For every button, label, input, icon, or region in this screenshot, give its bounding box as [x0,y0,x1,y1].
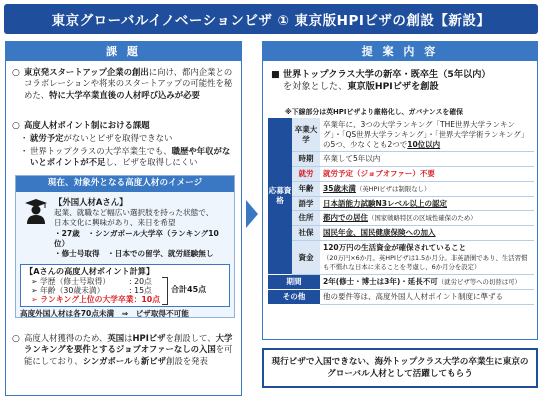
issue-sub-job [20,133,236,144]
table-row [268,196,534,211]
conclusion-box: 現行ビザで入国できない、海外トップクラス大学の卒業生に東京のグローバル人材として活躍してもらう [262,348,538,388]
square-bullet-icon: ■ [271,69,280,80]
circle-bullet-icon: ○ [12,121,20,131]
proposal-lead-bold: 世界トップクラス大学の新卒・既卒生（5年以内） [282,69,491,80]
table-row [268,211,534,226]
row-value-social: 国民年金、国民健康保険への加入 [320,226,534,241]
row-label-timing: 時期 [292,152,320,167]
table-row [268,152,534,167]
talent-desc-line: ・27歳 ・シンガポール大学卒（ランキング10位） [54,228,219,248]
proposal-panel [262,60,538,340]
foreign-text: 創設を発表 [166,355,208,366]
issue-points-heading: 高度人材ポイント制における課題 [24,120,150,130]
issue-startup-text: に向け、都内企業とのコラボレーションや将来のスタートアップの可能性を秘めた、 [24,67,233,100]
table-row [268,240,534,274]
row-label-work: 就労 [292,167,320,182]
group-period: 期間 [268,275,320,290]
proposal-lead-bold2: 東京版HPIビザを創設 [347,81,439,93]
issue-item-startup [12,67,238,101]
row-label-university: 卒業大学 [292,118,320,152]
requirements-table [268,118,534,305]
points-row-ranking [31,295,160,306]
issue-startup-bold: 東京発スタートアップ企業の創出 [24,67,149,77]
issue-sub-job-bold: 就労予定 [30,133,64,143]
foreign-singapore: シンガポール [82,355,133,366]
foreign-text: を可能にしており、 [24,344,233,366]
dot-bullet-icon: ・ [20,146,29,156]
row-value-period: 2年(修士・博士は3年)・延長不可（就労ビザ等への切替は可） [320,275,534,290]
proposal-lead-text: を対象とした、 [283,81,348,93]
points-brace [162,277,168,305]
foreign-hpi: HPIビザ [132,333,166,343]
talent-image-box [15,175,235,318]
issue-sub-ranking-bold: 職歴や年収がないとポイントが不足 [30,146,231,168]
points-footer: 高度外国人材は各70点未満 ⇒ ビザ取得不可能 [20,309,189,318]
circle-bullet-icon: ○ [12,334,20,344]
table-row [268,289,534,304]
row-label-age: 年齢 [292,181,320,196]
talent-image-header: 現在、対象外となる高度人材のイメージ [16,176,234,192]
points-total: 合計45点 [171,285,207,294]
talent-desc-line: 日本文化に興味があり、来日を希望 [54,218,176,228]
table-row [268,226,534,241]
row-value-residence: 都内での居住（国家戦略特区の区域性確保のため） [320,211,534,226]
foreign-text: も [132,355,141,366]
points-row-label: ➢ ランキング上位の大学卒業：10点 [31,295,161,304]
row-label-residence: 住所 [292,211,320,226]
points-calc-title: 【Aさんの高度人材ポイント計算】 [25,266,155,276]
row-value-funds: 120万円の生活資金が確保されていること （20万円×6か月。英HPIビザは1.5か月分。非英語圏であり、生活習慣も不慣れな日本に来ることを考慮し、6か月分を設定） [320,240,534,274]
proposal-lead [271,69,533,94]
row-value-age: 35歳未満（英HPIビザは制限なし） [320,181,534,196]
issue-item-foreign [12,333,238,367]
row-value-work: 就労予定（ジョブオファー）不要 [320,167,534,182]
table-row [268,275,534,290]
issues-header: 課 題 [5,41,242,60]
row-label-social: 社保 [292,226,320,241]
proposal-note: ※下線部分は英HPIビザより厳格化し、ガバナンスを確保 [285,108,464,116]
table-row [268,181,534,196]
points-row-label: ➢ 年齢（30歳未満） [31,286,105,295]
row-label-funds: 資金 [292,240,320,274]
points-calc-box [20,264,230,307]
row-value-timing: 卒業して5年以内 [320,152,534,167]
row-value-other: 他の要件等は、高度外国人人材ポイント制度に準ずる [320,289,534,304]
talent-person-title: 【外国人材Aさん】 [54,197,128,207]
foreign-text: は [124,333,133,343]
issue-startup-need: 特に大学卒業直後の人材呼び込みが必要 [49,89,200,100]
row-value-language: 日本語能力試験N3レベル以上の認定 [320,196,534,211]
points-row-value: : 15点 [129,286,152,295]
foreign-ranking-entry: 大学ランキングを要件とするジョブオファーなしの入国 [24,333,233,355]
table-row [268,118,534,152]
row-label-language: 語学 [292,196,320,211]
points-row-value: : 20点 [129,277,152,286]
issue-sub-job-text: がないとビザを取得できない [63,133,173,143]
talent-desc-line: 起業、就職など幅広い選択肢を持った状態で、 [54,208,214,217]
issue-sub-ranking-c: し、ビザを取得しにくい [105,157,198,168]
issue-sub-ranking-a: 世界トップクラスの大学卒業生でも、 [30,146,172,156]
points-row-label: ➢ 学歴（修士号取得） [31,277,111,286]
graduate-person-icon [24,198,48,224]
table-row [268,167,534,182]
arrow-right-icon [246,200,258,228]
issue-item-points [12,120,238,131]
talent-desc-line: ・修士号取得 ・日本での留学、就労経験無し [54,249,214,258]
group-other: その他 [268,289,320,304]
foreign-text: 高度人材獲得のため、 [24,333,108,343]
foreign-new-visa: 新ビザ [140,355,166,366]
issue-sub-ranking [20,146,236,169]
group-eligibility: 応募資格 [268,118,292,275]
issues-panel [5,60,242,396]
page-title: 東京グローバルイノベーションビザ ① 東京版HPIビザの創設【新設】 [4,4,538,34]
proposal-header: 提 案 内 容 [262,41,538,60]
row-value-university: 卒業年に、3つの大学ランキング「THE世界大学ランキング」・「QS世界大学ランキング」・「世界大学学術ランキング」の5つ、少なくとも2つで10位以内 [320,118,534,152]
foreign-uk: 英国 [107,333,125,343]
talent-person-desc [54,208,230,259]
circle-bullet-icon: ○ [12,68,20,78]
dot-bullet-icon: ・ [20,133,29,143]
foreign-text: を創設して、 [165,333,216,343]
